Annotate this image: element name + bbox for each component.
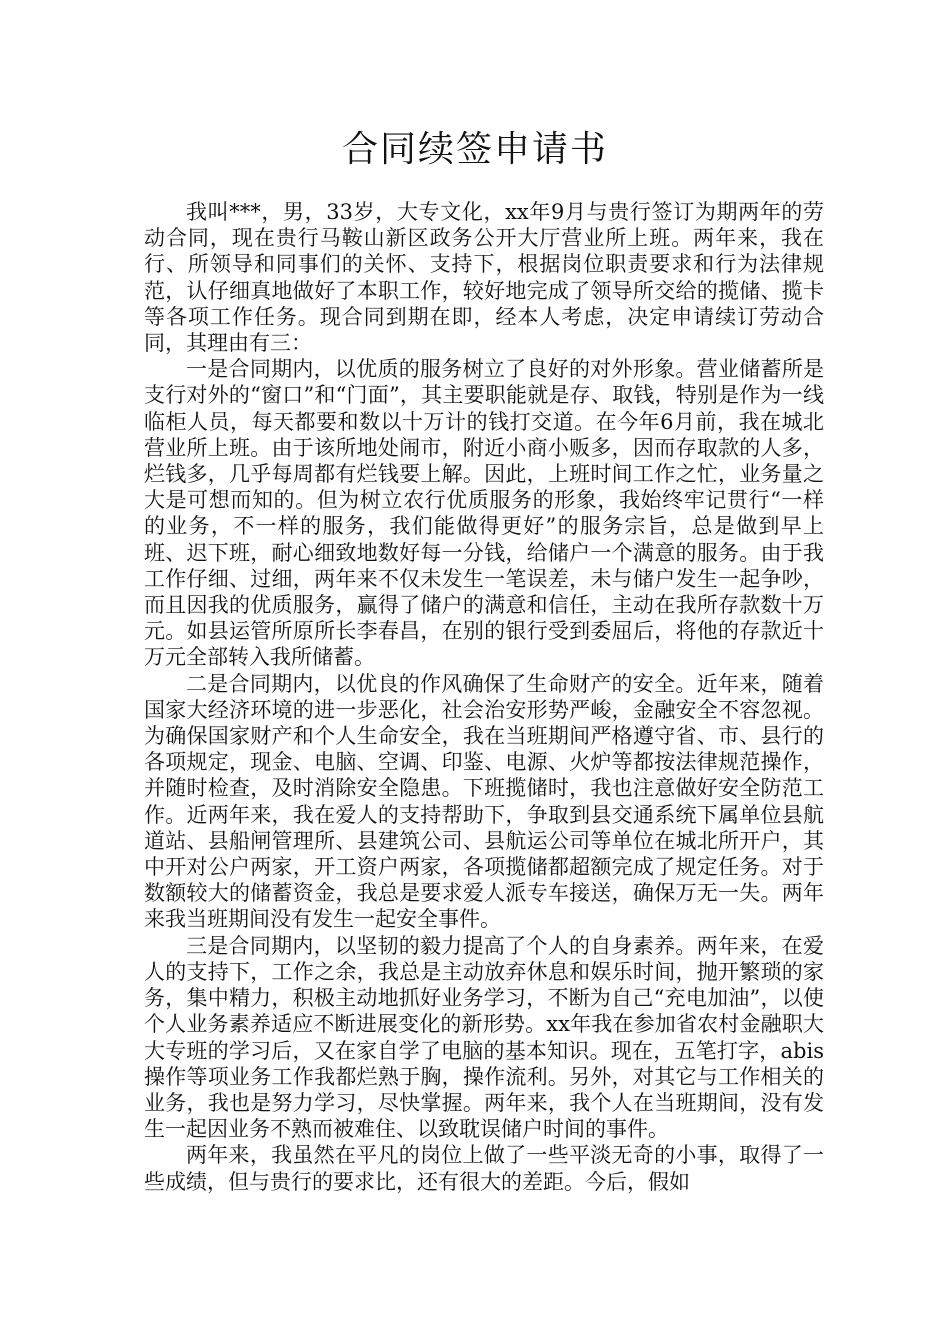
document-title: 合同续签申请书 — [341, 129, 608, 170]
paragraph-conclusion: 两年来，我虽然在平凡的岗位上做了一些平淡无奇的小事，取得了一些成绩，但与贵行的要求比，还有很大的差距。今后，假如 — [144, 1143, 824, 1194]
paragraph-reason-two: 二是合同期内，以优良的作风确保了生命财产的安全。近年来，随着国家大经济环境的进一步恶化，社会治安形势严峻，金融安全不容忽视。为确保国家财产和个人生命安全，我在当班期间严格遵守省、市、县行的各项规定，现金、电脑、空调、印鉴、电源、火炉等都按法律规范操作，并随时检查，及时消除安全隐患。下班揽储时，我也注意做好安全防范工作。近两年来，我在爱人的支持帮助下，争取到县交通系统下属单位县航道站、县船闸管理所、县建筑公司、县航运公司等单位在城北所开户，其中开对公户两家，开工资户两家，各项揽储都超额完成了规定任务。对于数额较大的储蓄资金，我总是要求爱人派专车接送，确保万无一失。两年来我当班期间没有发生一起安全事件。 — [144, 671, 824, 932]
paragraph-reason-three: 三是合同期内，以坚韧的毅力提高了个人的自身素养。两年来，在爱人的支持下，工作之余，我总是主动放弃休息和娱乐时间，抛开繁琐的家务，集中精力，积极主动地抓好业务学习，不断为自己“充电加油”，以使个人业务素养适应不断进展变化的新形势。xx年我在参加省农村金融职大大专班的学习后，又在家自学了电脑的基本知识。现在，五笔打字，abis操作等项业务工作我都烂熟于胸，操作流利。另外，对其它与工作相关的业务，我也是努力学习，尽快掌握。两年来，我个人在当班期间，没有发生一起因业务不熟而被难住、以致耽误储户时间的事件。 — [144, 933, 824, 1142]
document-body — [144, 199, 824, 1195]
paragraph-reason-one: 一是合同期内，以优质的服务树立了良好的对外形象。营业储蓄所是支行对外的“窗口”和“门面”，其主要职能就是存、取钱，特别是作为一线临柜人员，每天都要和数以十万计的钱打交道。在今年6月前，我在城北营业所上班。由于该所地处闹市，附近小商小贩多，因而存取款的人多，烂钱多，几乎每周都有烂钱要上解。因此，上班时间工作之忙，业务量之大是可想而知的。但为树立农行优质服务的形象，我始终牢记贯行“一样的业务，不一样的服务，我们能做得更好”的服务宗旨，总是做到早上班、迟下班，耐心细致地数好每一分钱，给储户一个满意的服务。由于我工作仔细、过细，两年来不仅未发生一笔误差，未与储户发生一起争吵，而且因我的优质服务，赢得了储户的满意和信任，主动在我所存款数十万元。如县运管所原所长李春昌，在别的银行受到委屈后，将他的存款近十万元全部转入我所储蓄。 — [144, 357, 824, 670]
paragraph-intro: 我叫***，男，33岁，大专文化，xx年9月与贵行签订为期两年的劳动合同，现在贵行马鞍山新区政务公开大厅营业所上班。两年来，我在行、所领导和同事们的关怀、支持下，根据岗位职责要求和行为法律规范，认仔细真地做好了本职工作，较好地完成了领导所交给的揽储、揽卡等各项工作任务。现合同到期在即，经本人考虑，决定申请续订劳动合同，其理由有三： — [144, 200, 824, 356]
